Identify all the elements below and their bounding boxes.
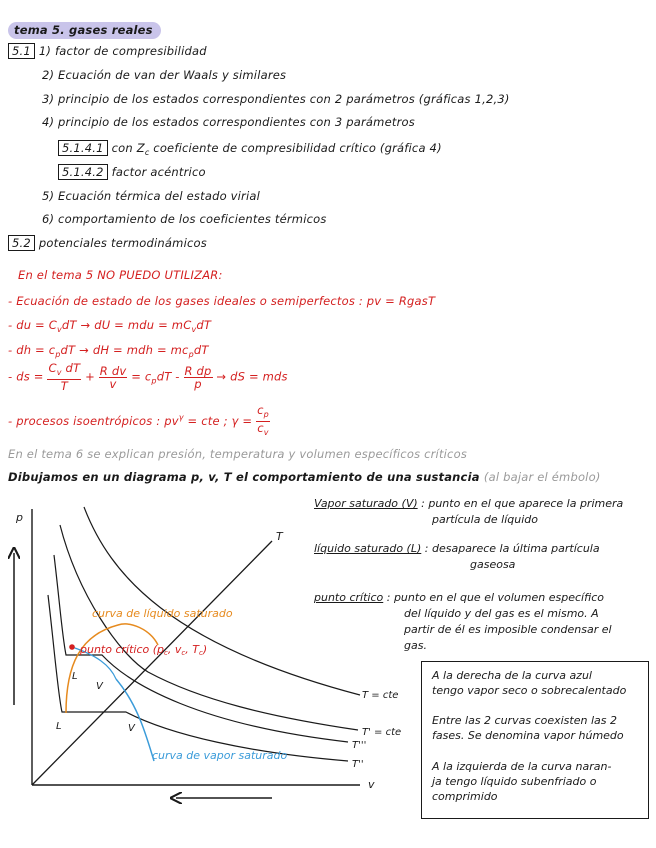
section-number: 5.1 — [8, 43, 35, 59]
blue-curve-label: curva de vapor saturado — [152, 749, 288, 762]
fraction: $\frac{\text{R dp}}{p}$ — [184, 363, 212, 391]
index-text: con Z — [111, 141, 145, 155]
eq-part: - du = C — [8, 318, 57, 332]
eq-part: dT — [196, 318, 212, 332]
index-text: potenciales termodinámicos — [38, 236, 207, 250]
label-T2: T'' — [352, 759, 364, 770]
v-axis-label: v — [368, 778, 375, 791]
t-axis-label: T — [276, 530, 283, 543]
index-text-rest: coeficiente de compresibilidad crítico (gráfica 4) — [153, 141, 442, 155]
term: líquido saturado (L) — [314, 542, 422, 555]
index-item-4-1 — [58, 141, 442, 157]
point-V-upper: V — [96, 681, 103, 692]
subscript: v — [56, 325, 62, 334]
fraction: $\frac{c_p}{c_v}$ — [257, 403, 269, 437]
index-item-5-2 — [8, 236, 207, 250]
isotherm-T1 — [60, 525, 358, 730]
eq-part: dT → dU = mdu = mC — [61, 318, 192, 332]
eq-part: → dS = mds — [216, 369, 288, 384]
box-p3-l2: ja tengo líquido subenfriado o — [432, 775, 597, 788]
def-liquido-l2: gaseosa — [470, 558, 516, 571]
red-note-isoentropic — [8, 404, 270, 439]
eq-part: dT → dH = mdh = mc — [60, 343, 189, 357]
label-T1-cte: T' = cte — [362, 727, 402, 738]
eq-part: - procesos isoentrópicos : pv — [8, 414, 179, 428]
critical-point-dot — [69, 644, 75, 650]
section-number: 5.2 — [8, 235, 35, 251]
point-V-lower: V — [128, 723, 135, 734]
subscript: p — [151, 376, 157, 386]
index-item-4: 4) principio de los estados correspondientes con 3 parámetros — [42, 115, 415, 129]
diagram-intro — [8, 470, 601, 484]
box-p3-l3: comprimido — [432, 790, 498, 803]
def-critico-l3: partir de él es imposible condensar el — [404, 623, 612, 636]
index-item-6: 6) comportamiento de los coeficientes térmicos — [42, 212, 327, 226]
eq-part: dT - — [156, 369, 184, 384]
eq-part: dT — [193, 343, 209, 357]
box-p2-l2: fases. Se denomina vapor húmedo — [432, 729, 624, 742]
eq-part: - dh = c — [8, 343, 56, 357]
def-critico-l2: del líquido y del gas es el mismo. A — [404, 607, 599, 620]
box-p2-l1: Entre las 2 curvas coexisten las 2 — [432, 714, 617, 727]
index-item-1 — [8, 44, 207, 58]
red-note-ideal-gas: - Ecuación de estado de los gases ideales o semiperfectos : pv = RgasT — [8, 294, 436, 308]
index-item-2: 2) Ecuación de van der Waals y similares — [42, 68, 287, 82]
term: Vapor saturado (V) — [314, 497, 418, 510]
label-T3: T''' — [352, 740, 367, 751]
label-T-cte: T = cte — [362, 690, 399, 701]
section-number: 5.1.4.2 — [58, 164, 108, 180]
subscript: v — [191, 325, 197, 334]
critical-point-label: punto crítico (pc, vc, Tc) — [80, 643, 208, 657]
def-text: : desaparece la última partícula — [424, 542, 600, 555]
isotherm-T — [84, 507, 360, 695]
intro-gray: (al bajar el émbolo) — [483, 470, 601, 484]
red-heading: En el tema 5 NO PUEDO UTILIZAR: — [18, 268, 223, 282]
def-vapor-l2: partícula de líquido — [432, 513, 539, 526]
pvt-diagram — [0, 495, 420, 825]
index-item-5: 5) Ecuación térmica del estado virial — [42, 189, 261, 203]
box-p3-l1: A la izquierda de la curva naran- — [432, 760, 612, 773]
term: punto crítico — [314, 591, 384, 604]
point-L-lower: L — [56, 721, 62, 732]
def-text: : punto en el que el volumen específico — [386, 591, 604, 604]
fraction: $\frac{\text{R dv}}{v}$ — [99, 363, 127, 391]
eq-part: + — [85, 369, 99, 384]
section-number: 5.1.4.1 — [58, 140, 108, 156]
fraction: $\frac{C_v dT}{T}$ — [48, 361, 81, 393]
intro-text: Dibujamos en un diagrama p, v, T el comportamiento de una sustancia — [8, 470, 480, 484]
gray-note: En el tema 6 se explican presión, temperatura y volumen específicos críticos — [8, 447, 468, 461]
subscript: p — [55, 350, 61, 359]
box-p1-l2: tengo vapor seco o sobrecalentado — [432, 684, 627, 697]
def-text: : punto en el que aparece la primera — [421, 497, 624, 510]
saturated-vapor-curve — [116, 679, 154, 761]
index-text: 1) factor de compresibilidad — [38, 44, 207, 58]
def-critico-l4: gas. — [404, 639, 427, 652]
box-p1-l1: A la derecha de la curva azul — [432, 669, 592, 682]
saturated-liquid-curve — [66, 624, 158, 713]
p-axis-label: p — [16, 511, 23, 524]
subscript: c — [144, 148, 150, 157]
red-note-dh — [8, 343, 209, 359]
subscript: p — [188, 350, 194, 359]
eq-part: = c — [131, 369, 152, 384]
red-note-du — [8, 318, 211, 334]
index-item-3: 3) principio de los estados correspondientes con 2 parámetros (gráficas 1,2,3) — [42, 92, 510, 106]
superscript: γ — [178, 413, 184, 422]
index-text: factor acéntrico — [111, 165, 206, 179]
orange-curve-label: curva de líquido saturado — [92, 607, 233, 620]
red-note-ds — [8, 362, 288, 392]
eq-part: = cte ; γ = — [183, 414, 257, 428]
eq-part: - ds = — [8, 369, 48, 384]
info-box — [421, 661, 649, 819]
point-L-upper: L — [72, 671, 78, 682]
index-item-4-2 — [58, 165, 206, 179]
page-title: tema 5. gases reales — [8, 22, 161, 39]
